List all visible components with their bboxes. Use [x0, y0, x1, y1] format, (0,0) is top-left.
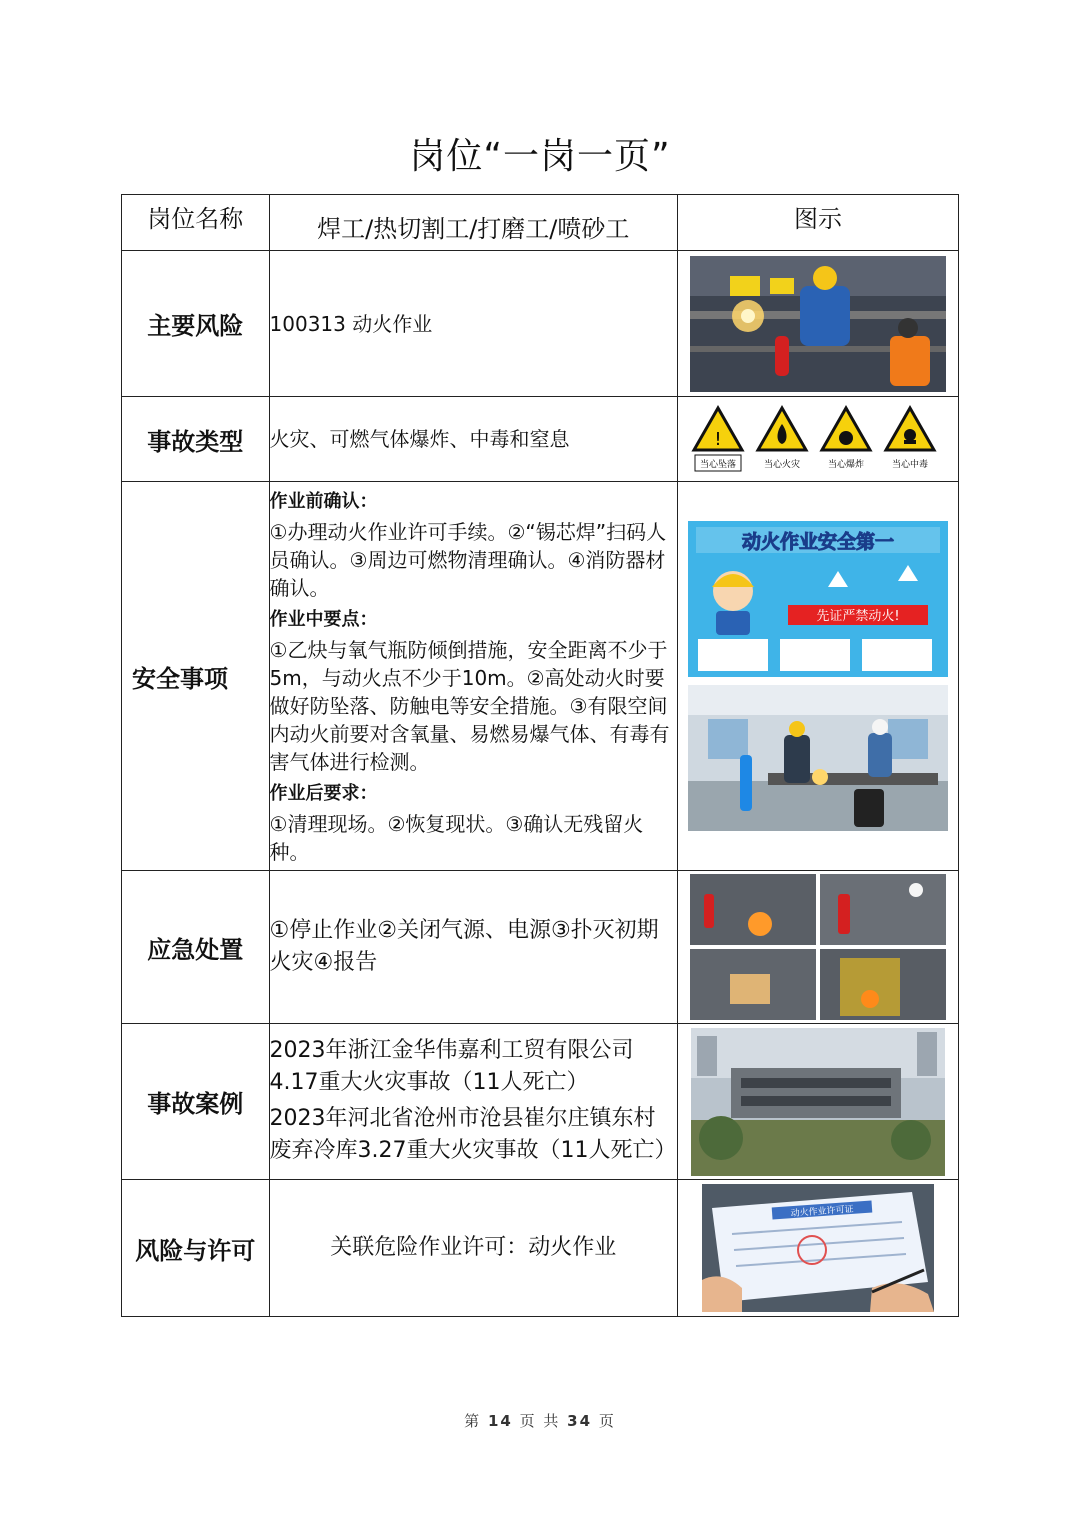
safety-items-text: [269, 482, 677, 871]
emergency-text: ①停止作业②关闭气源、电源③扑灭初期火灾④报告: [269, 871, 677, 1024]
after-work-title: 作业后要求：: [269, 783, 378, 804]
current-page-number: 14: [487, 1412, 513, 1430]
grinding-work-photo: [690, 256, 946, 392]
safety-images-cell: [677, 482, 958, 871]
during-work-text: ①乙炔与氧气瓶防倾倒措施，安全距离不少于5m，与动火点不少于10m。②高处动火时要做好防坠落、防触电等安全措施。③有限空间内动火前要对含氧量、易燃易爆气体、有毒有害气体进行检测。: [269, 638, 670, 774]
svg-text:当心中毒: 当心中毒: [891, 460, 928, 470]
svg-text:先证严禁动火!: 先证严禁动火!: [816, 609, 900, 624]
job-safety-table: [121, 194, 959, 1317]
svg-text:动火作业安全第一: 动火作业安全第一: [741, 531, 894, 553]
permit-image-cell: [677, 1180, 958, 1317]
permit-text: 关联危险作业许可：动火作业: [269, 1180, 677, 1317]
before-work-text: ①办理动火作业许可手续。②“锡芯焊”扫码人员确认。③周边可燃物清理确认。④消防器材确认。: [269, 520, 667, 600]
warning-explosion-icon: [822, 408, 870, 470]
safety-poster-image: [688, 521, 948, 677]
warning-fire-icon: [758, 408, 806, 470]
main-risk-text: 100313 动火作业: [269, 251, 677, 397]
warning-poison-icon: [886, 408, 934, 470]
row-accident-type: [122, 397, 959, 482]
emergency-label: 应急处置: [122, 871, 270, 1024]
permit-label: 风险与许可: [122, 1180, 270, 1317]
warning-signs-image: [690, 402, 946, 476]
row-emergency: [122, 871, 959, 1024]
before-work-title: 作业前确认：: [269, 491, 378, 512]
page-footer: [0, 1410, 1080, 1431]
cases-text: [269, 1024, 677, 1180]
svg-text:!: !: [714, 429, 722, 450]
header-job-name-value: 焊工/热切割工/打磨工/喷砂工: [269, 195, 677, 251]
warning-signs-cell: [677, 397, 958, 482]
svg-text:当心爆炸: 当心爆炸: [827, 460, 864, 470]
svg-text:当心火灾: 当心火灾: [763, 460, 800, 470]
row-cases: [122, 1024, 959, 1180]
welding-scene-image: [688, 685, 948, 831]
footer-prefix: 第: [464, 1412, 482, 1430]
header-illustration-label: 图示: [677, 195, 958, 251]
fire-accident-photo: [691, 1028, 945, 1176]
header-job-name-label: 岗位名称: [122, 195, 270, 251]
emergency-image-cell: [677, 871, 958, 1024]
row-main-risk: [122, 251, 959, 397]
permit-document-photo: [702, 1184, 934, 1312]
row-safety-items: [122, 482, 959, 871]
after-work-text: ①清理现场。②恢复现状。③确认无残留火种。: [269, 812, 644, 864]
cases-image-cell: [677, 1024, 958, 1180]
safety-items-label: 安全事项: [122, 482, 270, 871]
case-item: 2023年河北省沧州市沧县崔尔庄镇东村废弃冷库3.27重大火灾事故（11人死亡）: [269, 1105, 677, 1163]
page-title: 岗位“一岗一页”: [409, 136, 671, 177]
svg-text:当心坠落: 当心坠落: [699, 460, 736, 470]
main-risk-label: 主要风险: [122, 251, 270, 397]
svg-text:动火作业许可证: 动火作业许可证: [790, 1204, 854, 1220]
total-pages-number: 34: [567, 1412, 593, 1430]
warning-fall-icon: [694, 408, 742, 471]
cases-label: 事故案例: [122, 1024, 270, 1180]
emergency-response-photo: [690, 874, 946, 1020]
footer-mid: 页 共: [519, 1412, 561, 1430]
accident-type-label: 事故类型: [122, 397, 270, 482]
main-risk-image-cell: [677, 251, 958, 397]
accident-type-text: 火灾、可燃气体爆炸、中毒和窒息: [269, 397, 677, 482]
during-work-title: 作业中要点：: [269, 609, 378, 630]
header-row: [122, 195, 959, 251]
footer-suffix: 页: [598, 1412, 616, 1430]
row-permit: [122, 1180, 959, 1317]
case-item: 2023年浙江金华伟嘉利工贸有限公司4.17重大火灾事故（11人死亡）: [269, 1037, 634, 1095]
